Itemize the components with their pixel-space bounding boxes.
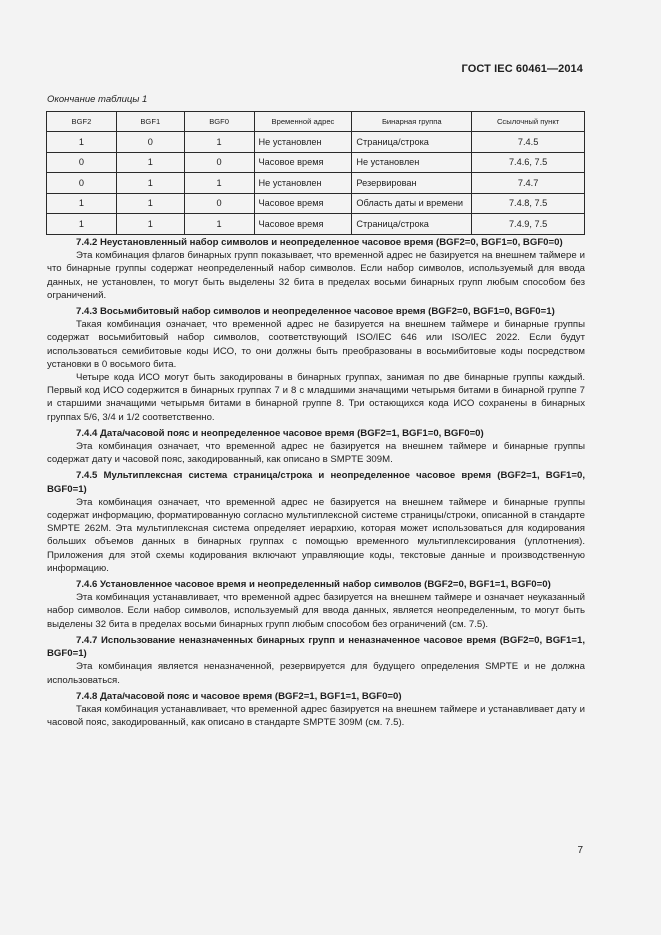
section-heading: 7.4.6 Установленное часовое время и неопределенный набор символов (BGF2=0, BGF1=1, BGF0=0) [76,579,551,591]
section-heading: 7.4.5 Мультиплексная система страница/строка и неопределенное часовое время (BGF2=1, BGF1=0, BGF0=1) [47,470,585,495]
table-cell: 1 [184,132,254,153]
table-cell: 0 [116,132,184,153]
column-header: Бинарная группа [352,112,472,132]
table-cell: 1 [184,173,254,194]
document-body [47,236,585,729]
table-cell: 0 [184,193,254,214]
table-cell: 1 [47,193,117,214]
column-header: Ссылочный пункт [472,112,585,132]
paragraph: Такая комбинация устанавливает, что временной адрес базируется на внешнем таймере и устанавливает дату и часовой пояс, закодированный, как описано в стандарте SMPTE 309M (см. 7.5). [47,703,585,729]
paragraph: Четыре кода ИСО могут быть закодированы в бинарных группах, занимая по две бинарные группы каждый. Первый код ИСО содержится в бинарных группах 7 и 8 с младшими значащими четырьмя битами в бинарной группе 7 и старшими значащими четырьмя битами в бинарной группе 8. Три остающихся кода ИСО сохранены в бинарных группах 5/6, 3/4 и 1/2 соответственно. [47,372,585,423]
table-cell: 1 [184,214,254,235]
column-header: Временной адрес [254,112,352,132]
table-cell: 7.4.6, 7.5 [472,152,585,173]
table-cell: 0 [47,152,117,173]
table-cell: 0 [47,173,117,194]
table-cell: Резервирован [352,173,472,194]
column-header: BGF2 [47,112,117,132]
table-cell: 1 [116,193,184,214]
paragraph: Такая комбинация означает, что временной адрес не базируется на внешнем таймере и бинарные группы содержат восьмибитовый набор символов, соответствующий ISO/IEC 646 или ISO/IEC 2022. Если будут использоваться семибитовые коды ИСО, то они должны быть преобразованы в восьмибитовые коды посредством установки в 0 восьмого бита. [47,319,585,370]
table-cell: Не установлен [352,152,472,173]
table-row [47,173,585,194]
column-header: BGF1 [116,112,184,132]
table-cell: 0 [184,152,254,173]
table-cell: Не установлен [254,132,352,153]
table-cell: Часовое время [254,214,352,235]
table-cell: Область даты и времени [352,193,472,214]
section-heading: 7.4.8 Дата/часовой пояс и часовое время (BGF2=1, BGF1=1, BGF0=0) [76,690,402,702]
table-row [47,214,585,235]
table-cell: Страница/строка [352,132,472,153]
table-cell: 7.4.8, 7.5 [472,193,585,214]
section-heading: 7.4.3 Восьмибитовый набор символов и неопределенное часовое время (BGF2=0, BGF1=0, BGF0=1) [76,306,555,318]
paragraph: Эта комбинация означает, что временной адрес не базируется на внешнем таймере и бинарные группы содержат дату и часовой пояс, закодированный, как описано в SMPTE 309M. [47,441,585,466]
page-number: 7 [577,845,583,856]
table-cell: 7.4.9, 7.5 [472,214,585,235]
table-cell: Часовое время [254,193,352,214]
column-header: BGF0 [184,112,254,132]
table-caption: Окончание таблицы 1 [47,94,148,105]
table-cell: 1 [47,214,117,235]
flags-table [46,111,585,235]
table-cell: 1 [116,152,184,173]
table-cell: Часовое время [254,152,352,173]
table-cell: 1 [116,214,184,235]
section-heading: 7.4.7 Использование неназначенных бинарных групп и неназначенное часовое время (BGF2=0, BGF1=1, BGF0=1) [47,634,585,660]
table-header-row [47,112,585,132]
section-heading: 7.4.2 Неустановленный набор символов и неопределенное часовое время (BGF2=0, BGF1=0, BGF0=0) [76,237,563,248]
table-cell: 1 [116,173,184,194]
paragraph: Эта комбинация флагов бинарных групп показывает, что временной адрес не базируется на внешнем таймере и что бинарные группы содержат неопределенный набор символов. Если набор символов, используемый для ввода данных, не установлен, то могут быть выделены 32 бита в пределах восьми бинарных групп любым способом без ограничений. [47,250,585,301]
table-cell: Не установлен [254,173,352,194]
document-code: ГОСТ IEC 60461—2014 [461,63,583,75]
table-cell: 1 [47,132,117,153]
paragraph: Эта комбинация является неназначенной, резервируется для будущего определения SMPTE и не должна использоваться. [47,661,585,686]
section-heading: 7.4.4 Дата/часовой пояс и неопределенное часовое время (BGF2=1, BGF1=0, BGF0=0) [76,427,484,439]
table-cell: Страница/строка [352,214,472,235]
table-row [47,193,585,214]
paragraph: Эта комбинация означает, что временной адрес не базируется на внешнем таймере и бинарные группы содержат информацию, форматированную согласно мультиплексной системе страницы/строки, описанной в стандарте SMPTE 262M. Эта мультиплексная система определяет иерархию, которая может использоваться для кодирования больших объемов данных в бинарных группах с помощью временного мультиплексирования (уплотнения). Приложения для этой схемы кодирования включают управляющие коды, текстовые данные и производственную информацию. [47,496,585,574]
table-row [47,152,585,173]
table-row [47,132,585,153]
table-cell: 7.4.5 [472,132,585,153]
table-cell: 7.4.7 [472,173,585,194]
paragraph: Эта комбинация устанавливает, что временной адрес базируется на внешнем таймере и означает неуказанный набор символов. Если набор символов, используемый для ввода данных, является неопределенным, то могут быть выделены 32 бита в пределах восьми бинарных групп любым способом без ограничений (см. 7.5). [47,592,585,630]
